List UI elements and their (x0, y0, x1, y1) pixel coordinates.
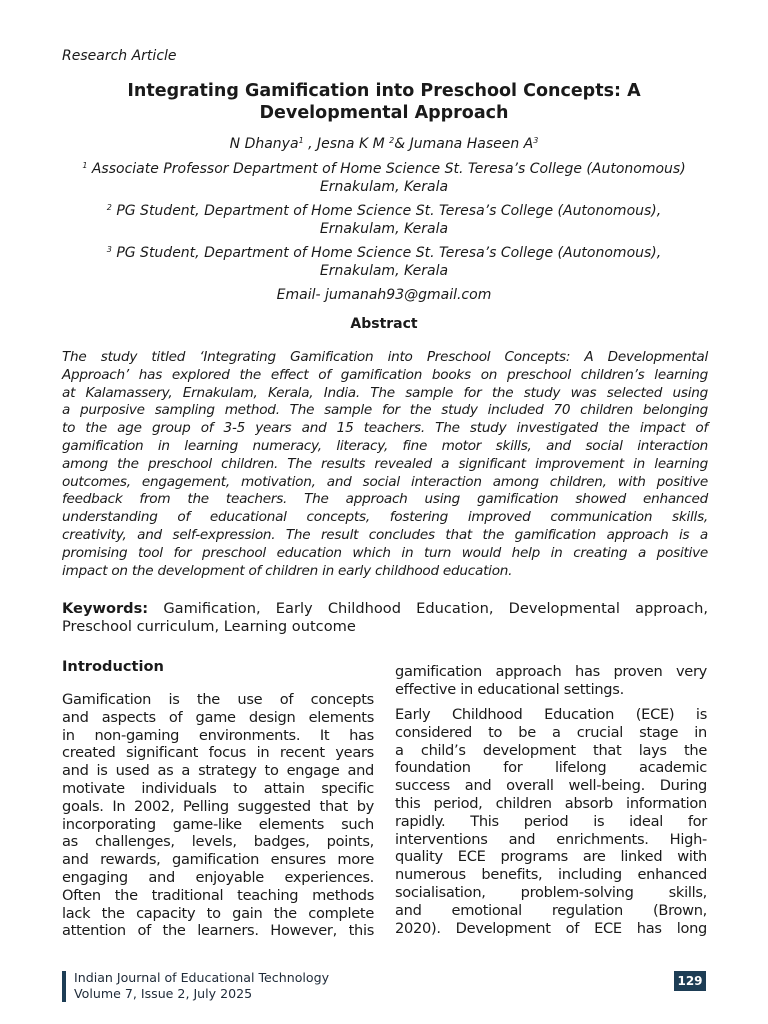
body-line: effective in educational settings. (395, 680, 624, 698)
keywords-text: Preschool curriculum, Learning outcome (62, 618, 356, 635)
affiliation-line: Ernakulam, Kerala (319, 263, 449, 279)
body-line: quality ECE programs are linked with (395, 848, 707, 866)
body-line: created significant focus in recent years (62, 744, 374, 762)
body-line: a child’s development that lays the (395, 741, 707, 759)
affiliation-marker: 2 (106, 203, 112, 212)
affiliation-line: PG Student, Department of Home Science St. Teresa’s College (Autonomous), (116, 245, 662, 261)
body-line: this period, children absorb information (395, 794, 707, 812)
author-list (60, 135, 708, 153)
body-line: in non-gaming environments. It has (62, 726, 374, 744)
introduction-left-column (62, 691, 374, 940)
body-line: engaging and enjoyable experiences. (62, 868, 374, 886)
abstract-line: The study titled ‘Integrating Gamification into Preschool Concepts: A Developmental (62, 349, 708, 365)
affiliation-line: Ernakulam, Kerala (319, 179, 449, 195)
abstract-line: impact on the development of children in early childhood education. (62, 562, 513, 579)
body-line: interventions and enrichments. High- (395, 830, 707, 848)
abstract-body (62, 349, 708, 580)
body-line: Early Childhood Education (ECE) is (395, 706, 707, 723)
body-line: 2020). Development of ECE has long (395, 919, 707, 937)
author-affiliation-marker: 1 (298, 136, 304, 145)
abstract-line: a purposive sampling method. The sample for the study included 70 children belonging (62, 402, 708, 419)
abstract-line: among the preschool children. The results revealed a significant improvement in learning (62, 455, 708, 472)
body-line: and rewards, gamification ensures more (62, 851, 374, 869)
footer-volume-info: Volume 7, Issue 2, July 2025 (74, 986, 253, 1001)
body-line: as challenges, levels, badges, points, (62, 833, 374, 851)
abstract-line: understanding of educational concepts, fostering improved communication skills, (62, 509, 708, 526)
keywords-text: Gamification, Early Childhood Education, Developmental approach, (163, 600, 708, 617)
paper-title-line: Integrating Gamification into Preschool Concepts: A (127, 81, 641, 101)
paper-title (60, 80, 708, 124)
introduction-heading: Introduction (62, 658, 164, 675)
footer-accent-bar (62, 971, 66, 1002)
author-separator: , (303, 136, 318, 152)
introduction-right-column-ece (395, 706, 707, 937)
affiliation (60, 160, 708, 196)
affiliation-marker: 3 (106, 245, 112, 254)
contact-email[interactable]: Email- jumanah93@gmail.com (276, 287, 492, 303)
body-line: success and overall well-being. During (395, 777, 707, 795)
body-line: lack the capacity to gain the complete (62, 904, 374, 922)
author-affiliation-marker: 2 (389, 136, 395, 145)
abstract-line: gamification in learning numeracy, literacy, fine motor skills, and social interaction (62, 437, 708, 454)
abstract-line: at Kalamassery, Ernakulam, Kerala, India. The sample for the study was selected using (62, 384, 708, 401)
body-line: incorporating game-like elements such (62, 815, 374, 833)
affiliation (60, 202, 708, 238)
abstract-line: Approach’ has explored the effect of gamification books on preschool children’s learning (62, 366, 708, 383)
body-line: numerous benefits, including enhanced (395, 866, 707, 884)
introduction-right-column-continuation (395, 663, 707, 699)
affiliation-marker: 1 (82, 161, 88, 170)
body-line: rapidly. This period is ideal for (395, 812, 707, 830)
keywords-label: Keywords: (62, 600, 149, 617)
body-line: and aspects of game design elements (62, 708, 374, 726)
abstract-line: outcomes, engagement, motivation, and social interaction among children, with positive (62, 473, 708, 490)
paper-title-line: Developmental Approach (259, 103, 509, 123)
author-name: Jumana Haseen A (409, 136, 534, 152)
author-name: N Dhanya (229, 136, 299, 152)
abstract-line: promising tool for preschool education which in turn would help in creating a positive (62, 544, 708, 561)
body-line: Often the traditional teaching methods (62, 886, 374, 904)
keywords (62, 600, 708, 636)
affiliation (60, 244, 708, 280)
abstract-line: feedback from the teachers. The approach using gamification showed enhanced (62, 491, 708, 508)
footer-journal-name: Indian Journal of Educational Technology (74, 970, 330, 985)
author-affiliation-marker: 3 (533, 136, 539, 145)
body-line: motivate individuals to attain specific (62, 779, 374, 797)
abstract-line: to the age group of 3-5 years and 15 teachers. The study investigated the impact of (62, 420, 708, 437)
page-number-badge: 129 (674, 971, 706, 991)
author-name: Jesna K M (317, 136, 390, 152)
body-line: and is used as a strategy to engage and (62, 762, 374, 780)
body-line: attention of the learners. However, this (62, 922, 374, 940)
body-line: gamification approach has proven very (395, 663, 707, 680)
article-type-label: Research Article (62, 48, 177, 64)
affiliation-line: PG Student, Department of Home Science St. Teresa’s College (Autonomous), (116, 203, 662, 219)
body-line: foundation for lifelong academic (395, 759, 707, 777)
affiliation-line: Associate Professor Department of Home Science St. Teresa’s College (Autonomous) (91, 161, 686, 177)
abstract-line: creativity, and self-expression. The result concludes that the gamification approach is a (62, 526, 708, 543)
affiliation-line: Ernakulam, Kerala (319, 221, 449, 237)
body-line: socialisation, problem-solving skills, (395, 883, 707, 901)
body-line: goals. In 2002, Pelling suggested that by (62, 797, 374, 815)
body-line: considered to be a crucial stage in (395, 723, 707, 741)
abstract-heading: Abstract (350, 316, 418, 332)
body-line: and emotional regulation (Brown, (395, 901, 707, 919)
author-separator: & (394, 136, 410, 152)
body-line: Gamification is the use of concepts (62, 691, 374, 708)
